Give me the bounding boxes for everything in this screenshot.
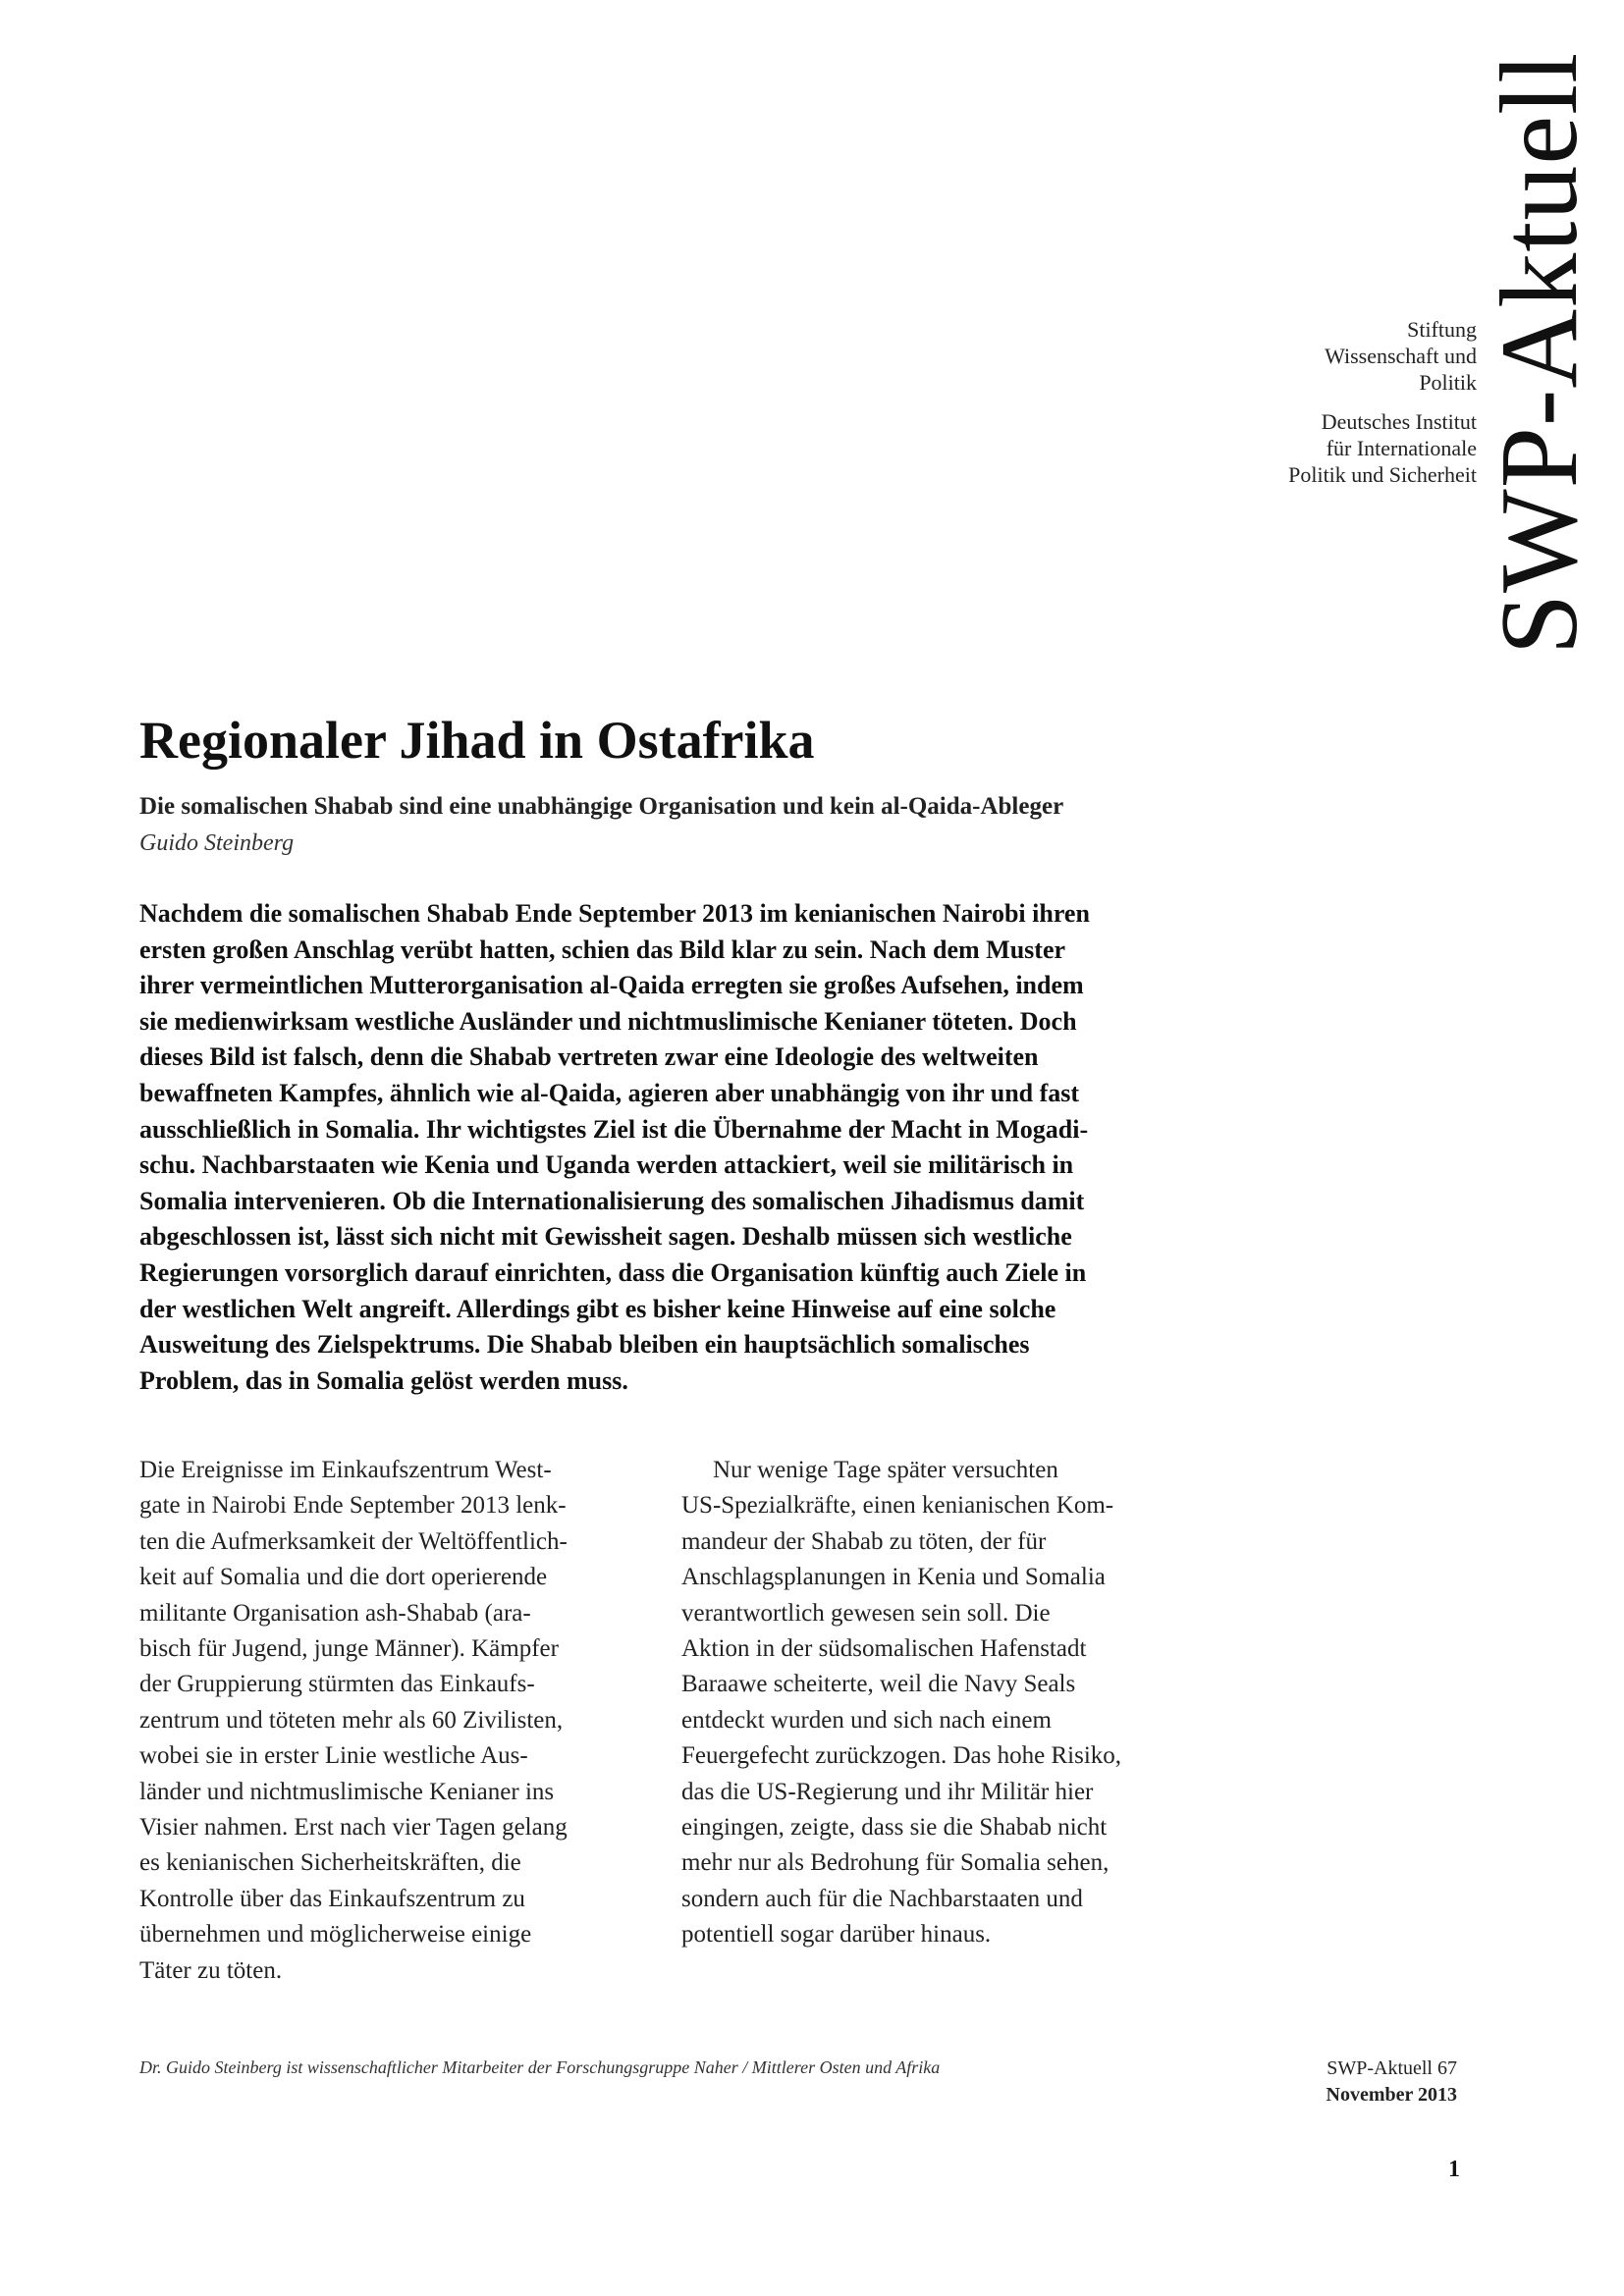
body-line: gate in Nairobi Ende September 2013 lenk- — [139, 1492, 567, 1520]
body-column-left — [139, 1453, 650, 1989]
institution-subtitle-line: Deutsches Institut — [1321, 409, 1477, 434]
body-line: Nur wenige Tage später versuchten — [713, 1457, 1058, 1483]
article-abstract — [139, 896, 1219, 1399]
body-line: mehr nur als Bedrohung für Somalia sehen, — [681, 1849, 1110, 1877]
body-line: Baraawe scheiterte, weil die Navy Seals — [681, 1671, 1076, 1698]
abstract-line: ersten großen Anschlag verübt hatten, schien das Bild klar zu sein. Nach dem Muster — [139, 934, 1066, 964]
abstract-line: Ausweitung des Zielspektrums. Die Shabab bleiben ein hauptsächlich somalisches — [139, 1330, 1030, 1360]
body-line: US-Spezialkräfte, einen kenianischen Kom- — [681, 1492, 1114, 1520]
institution-subtitle — [1182, 408, 1477, 488]
issue-number: SWP-Aktuell 67 — [1326, 2057, 1457, 2079]
institution-subtitle-line: Politik und Sicherheit — [1288, 462, 1477, 487]
body-line: Kontrolle über das Einkaufszentrum zu — [139, 1885, 525, 1912]
abstract-line: der westlichen Welt angreift. Allerdings gibt es bisher keine Hinweise auf eine solche — [139, 1294, 1056, 1323]
abstract-line: schu. Nachbarstaaten wie Kenia und Uganda werden attackiert, weil sie militärisch in — [139, 1150, 1074, 1180]
body-line: Feuergefecht zurückzogen. Das hohe Risiko, — [681, 1742, 1122, 1770]
body-line: verantwortlich gewesen sein soll. Die — [681, 1599, 1051, 1627]
body-column-right — [681, 1453, 1192, 1953]
institution-name — [1182, 316, 1477, 396]
institution-name-line: Stiftung — [1407, 317, 1477, 342]
abstract-line: sie medienwirksam westliche Ausländer und nichtmuslimische Kenianer töteten. Doch — [139, 1006, 1077, 1036]
abstract-line: Problem, das in Somalia gelöst werden muss. — [139, 1365, 628, 1395]
article-author: Guido Steinberg — [139, 830, 295, 856]
body-line: der Gruppierung stürmten das Einkaufs- — [139, 1671, 535, 1698]
author-footnote: Dr. Guido Steinberg ist wissenschaftlicher Mitarbeiter der Forschungsgruppe Naher / Mittlerer Osten und Afrika — [139, 2057, 941, 2077]
body-line: sondern auch für die Nachbarstaaten und — [681, 1885, 1083, 1912]
institution-name-line: Wissenschaft und — [1325, 344, 1477, 368]
abstract-line: bewaffneten Kampfes, ähnlich wie al-Qaida, agieren aber unabhängig von ihr und fast — [139, 1078, 1080, 1107]
body-line: wobei sie in erster Linie westliche Aus- — [139, 1742, 528, 1770]
abstract-line: Nachdem die somalischen Shabab Ende September 2013 im kenianischen Nairobi ihren — [139, 899, 1090, 928]
body-line: potentiell sogar darüber hinaus. — [681, 1921, 992, 1949]
body-line: militante Organisation ash-Shabab (ara- — [139, 1599, 531, 1627]
body-line: entdeckt wurden und sich nach einem — [681, 1706, 1052, 1734]
body-line: das die US-Regierung und ihr Militär hier — [681, 1778, 1094, 1805]
body-line: keit auf Somalia und die dort operierende — [139, 1564, 548, 1591]
body-line: Die Ereignisse im Einkaufszentrum West- — [139, 1457, 552, 1483]
page-number: 1 — [1448, 2157, 1460, 2182]
body-line: ten die Aufmerksamkeit der Weltöffentlich- — [139, 1527, 568, 1555]
abstract-line: Somalia intervenieren. Ob die Internationalisierung des somalischen Jihadismus damit — [139, 1186, 1085, 1215]
article-title: Regionaler Jihad in Ostafrika — [139, 711, 815, 770]
abstract-line: Regierungen vorsorglich darauf einrichten, dass die Organisation künftig auch Ziele in — [139, 1257, 1087, 1287]
body-line: eingingen, zeigte, dass sie die Shabab nicht — [681, 1814, 1108, 1842]
body-line: länder und nichtmuslimische Kenianer ins — [139, 1778, 555, 1805]
body-line: es kenianischen Sicherheitskräften, die — [139, 1849, 521, 1877]
body-line: mandeur der Shabab zu töten, der für — [681, 1527, 1047, 1555]
body-line: zentrum und töteten mehr als 60 Zivilisten, — [139, 1706, 564, 1734]
body-line: Täter zu töten. — [139, 1956, 283, 1984]
institution-subtitle-line: für Internationale — [1326, 436, 1477, 460]
abstract-line: ausschließlich in Somalia. Ihr wichtigstes Ziel ist die Übernahme der Macht in Mogadi- — [139, 1114, 1089, 1144]
body-line: Aktion in der südsomalischen Hafenstadt — [681, 1635, 1087, 1663]
institution-name-line: Politik — [1419, 370, 1477, 395]
body-line: Visier nahmen. Erst nach vier Tagen gelang — [139, 1814, 568, 1842]
masthead-title: SWP-Aktuell — [1479, 51, 1600, 656]
abstract-line: dieses Bild ist falsch, denn die Shabab vertreten zwar eine Ideologie des weltweiten — [139, 1042, 1039, 1072]
issue-date: November 2013 — [1326, 2084, 1457, 2106]
institution-block — [1182, 316, 1477, 501]
body-line: übernehmen und möglicherweise einige — [139, 1921, 532, 1949]
issue-info — [1202, 2056, 1457, 2109]
body-line: Anschlagsplanungen in Kenia und Somalia — [681, 1564, 1106, 1591]
abstract-line: ihrer vermeintlichen Mutterorganisation al-Qaida erregten sie großes Aufsehen, indem — [139, 971, 1084, 1000]
body-line: bisch für Jugend, junge Männer). Kämpfer — [139, 1635, 559, 1663]
article-subtitle: Die somalischen Shabab sind eine unabhängige Organisation und kein al-Qaida-Ableger — [139, 793, 1064, 820]
abstract-line: abgeschlossen ist, lässt sich nicht mit Gewissheit sagen. Deshalb müssen sich westliche — [139, 1222, 1072, 1252]
